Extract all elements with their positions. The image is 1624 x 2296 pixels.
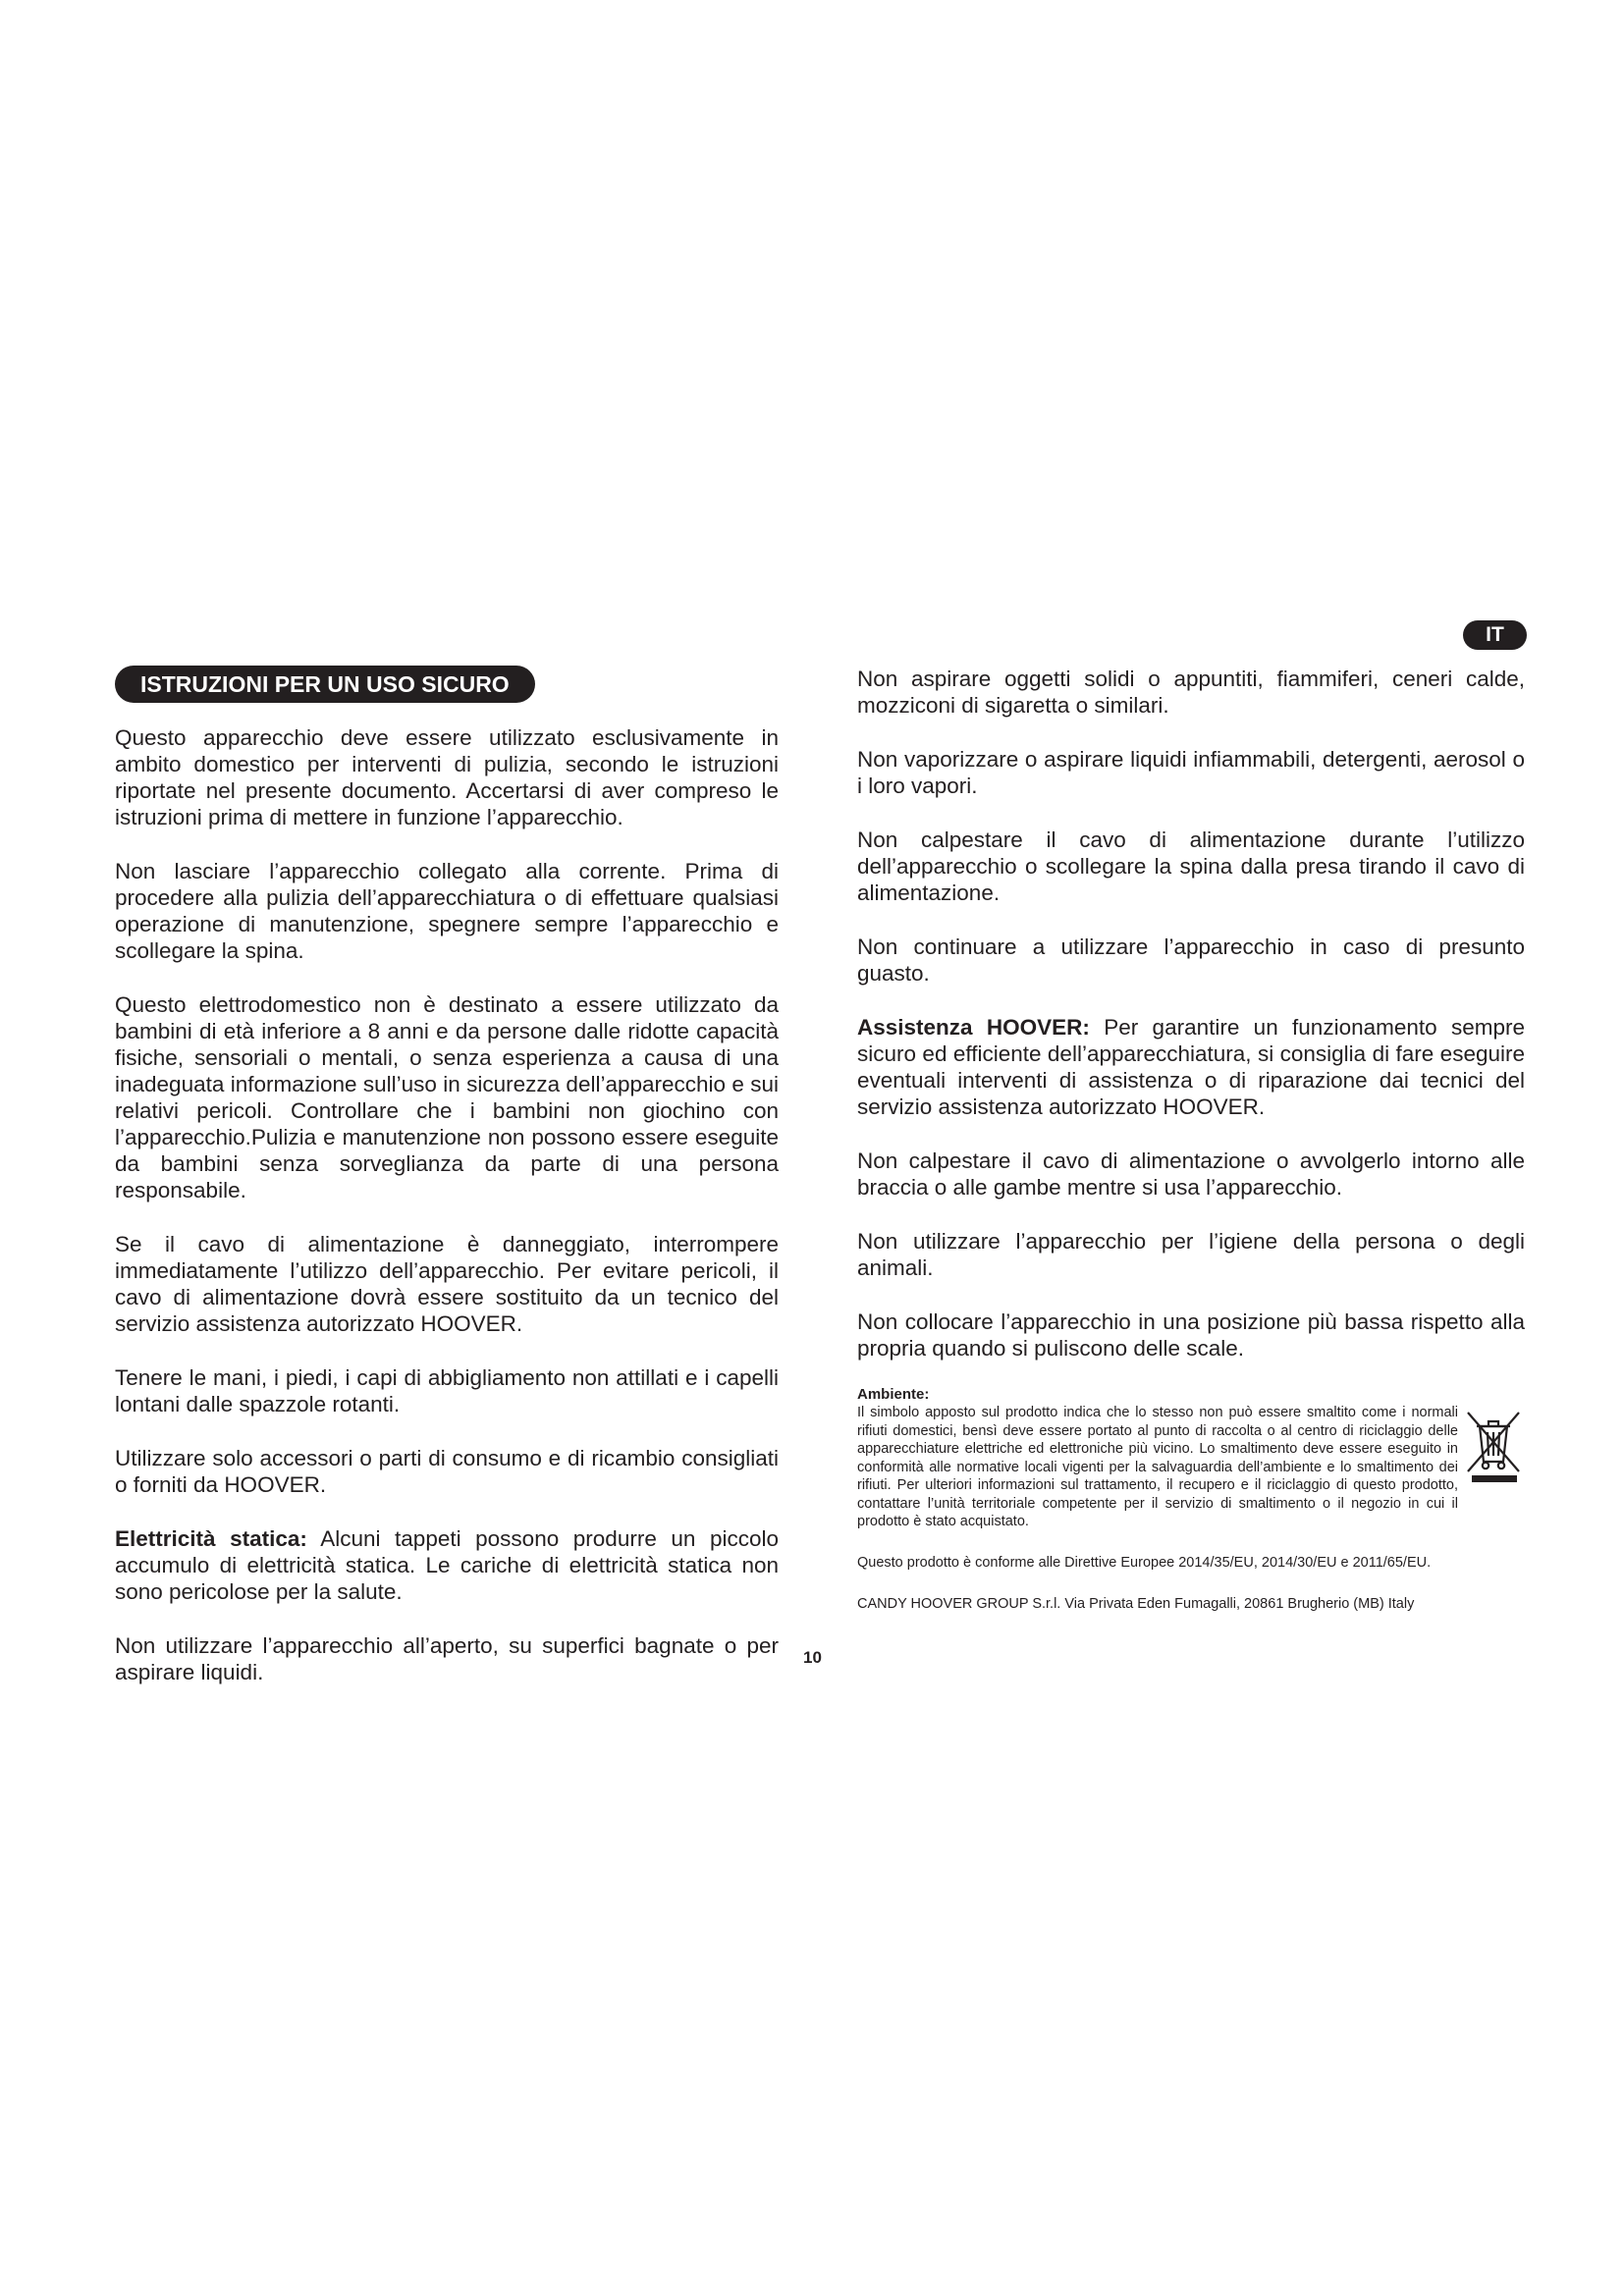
paragraph: Non continuare a utilizzare l’apparecchio in caso di presunto guasto. [857,934,1525,986]
paragraph: Questo apparecchio deve essere utilizzato esclusivamente in ambito domestico per interventi di pulizia, secondo le istruzioni riportate nel presente documento. Accertarsi di aver compreso le istruzioni prima di mettere in funzione l’apparecchio. [115,725,779,829]
language-badge: IT [1463,620,1527,650]
page-number: 10 [803,1648,822,1667]
paragraph: Non calpestare il cavo di alimentazione durante l’utilizzo dell’apparecchio o scollegare la spina dalla presa tirando il cavo di alimentazione. [857,828,1525,905]
paragraph: Non calpestare il cavo di alimentazione o avvolgerlo intorno alle braccia o alle gambe mentre si usa l’apparecchio. [857,1148,1525,1200]
paragraph: Non aspirare oggetti solidi o appuntiti, fiammiferi, ceneri calde, mozziconi di sigaretta o similari. [857,667,1525,718]
left-column [115,666,779,1713]
paragraph: Questo elettrodomestico non è destinato a essere utilizzato da bambini di età inferiore a 8 anni e da persone dalle ridotte capacità fisiche, sensoriali o mentali, o senza esperienza a causa di una inadeguata informazione sull’uso in sicurezza dell’apparecchio e sui relativi pericoli. Controllare che i bambini non giochino con l’apparecchio.Pulizia e manutenzione non possono essere eseguite da bambini senza sorveglianza da parte di una persona responsabile. [115,992,779,1202]
compliance-statement: Questo prodotto è conforme alle Direttive Europee 2014/35/EU, 2014/30/EU e 2011/65/EU. [857,1554,1432,1571]
paragraph: Non vaporizzare o aspirare liquidi infiammabili, detergenti, aerosol o i loro vapori. [857,747,1525,798]
environment-text: Il simbolo apposto sul prodotto indica che lo stesso non può essere smaltito come i normali rifiuti domestici, bensì deve essere portato al punto di raccolta o al centro di riciclaggio delle apparecchiature elettriche ed elettroniche più vicino. Lo smaltimento deve essere eseguito in conformità alle normative locali vigenti per la salvaguardia dell’ambiente e lo smaltimento dei rifiuti. Per ulteriori informazioni sul trattamento, il recupero e il riciclaggio di questo prodotto, contattare l’unità territoriale competente per il servizio di smaltimento o il negozio in cui il prodotto è stato acquistato. [857,1405,1458,1529]
paragraph: Non utilizzare l’apparecchio per l’igiene della persona o degli animali. [857,1229,1525,1280]
paragraph: Non collocare l’apparecchio in una posizione più bassa rispetto alla propria quando si puliscono delle scale. [857,1309,1525,1361]
section-title: ISTRUZIONI PER UN USO SICURO [115,666,535,703]
environment-title: Ambiente: [857,1386,930,1403]
right-column [857,666,1525,1614]
paragraph: Non utilizzare l’apparecchio all’aperto, su superfici bagnate o per aspirare liquidi. [115,1633,779,1684]
paragraph: Utilizzare solo accessori o parti di consumo e di ricambio consigliati o forniti da HOOVER. [115,1446,779,1497]
paragraph: Se il cavo di alimentazione è danneggiato, interrompere immediatamente l’utilizzo dell’apparecchio. Per evitare pericoli, il cavo di alimentazione dovrà essere sostituito da un tecnico del servizio assistenza autorizzato HOOVER. [115,1232,779,1336]
weee-crossed-bin-icon [1462,1407,1525,1483]
paragraph-static-electricity: Elettricità statica: Alcuni tappeti possono produrre un piccolo accumulo di elettricità statica. Le cariche di elettricità statica non sono pericolose per la salute. [115,1526,780,1604]
paragraph: Non lasciare l’apparecchio collegato alla corrente. Prima di procedere alla pulizia dell’apparecchiatura o di effettuare qualsiasi operazione di manutenzione, spegnere sempre l’apparecchio e scollegare la spina. [115,859,779,963]
company-address: CANDY HOOVER GROUP S.r.l. Via Privata Eden Fumagalli, 20861 Brugherio (MB) Italy [857,1595,1415,1612]
environment-notice [857,1385,1525,1531]
paragraph: Tenere le mani, i piedi, i capi di abbigliamento non attillati e i capelli lontani dalle spazzole rotanti. [115,1365,779,1416]
paragraph-hoover-assistance: Assistenza HOOVER: Per garantire un funzionamento sempre sicuro ed efficiente dell’apparecchiatura, si consiglia di fare eseguire eventuali interventi di assistenza o di riparazione dai tecnici del servizio assistenza autorizzato HOOVER. [857,1015,1525,1119]
